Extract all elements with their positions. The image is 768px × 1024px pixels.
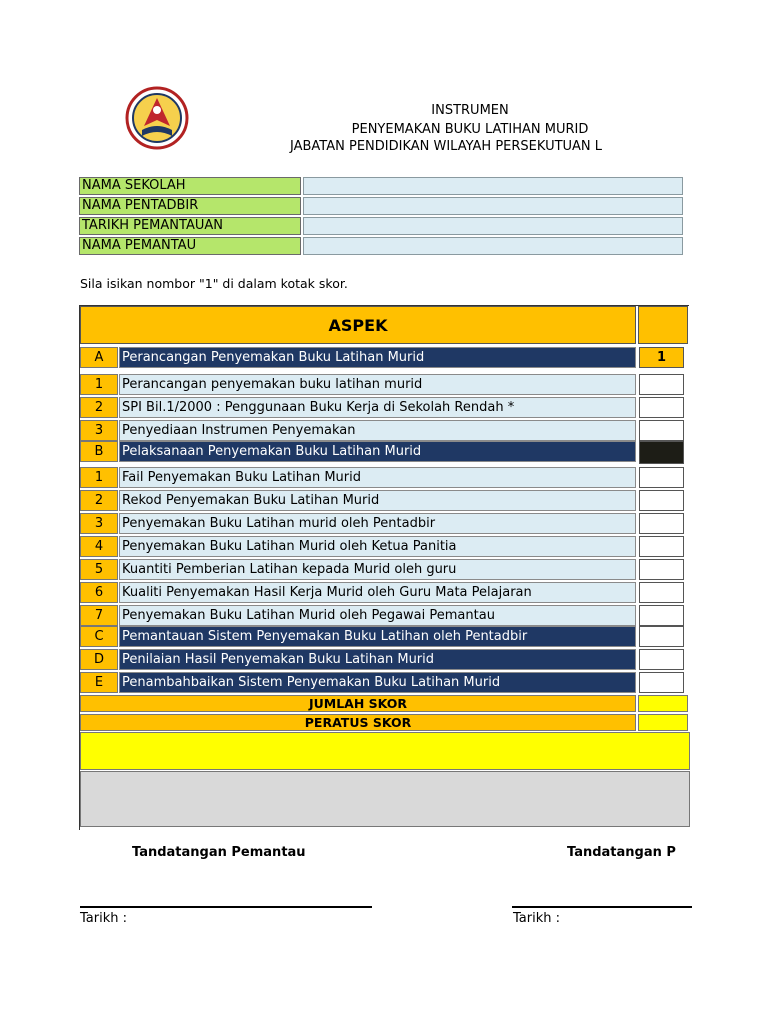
score-cell[interactable] — [639, 626, 684, 647]
nama-sekolah-field[interactable] — [303, 177, 683, 195]
nama-pentadbir-field[interactable] — [303, 197, 683, 215]
score-cell[interactable] — [639, 649, 684, 670]
date-label-right: Tarikh : — [513, 911, 560, 926]
score-cell[interactable] — [639, 536, 684, 557]
row-code: 6 — [80, 582, 118, 603]
row-code: C — [80, 626, 118, 647]
item-label: Fail Penyemakan Buku Latihan Murid — [119, 467, 636, 488]
score-cell[interactable] — [639, 490, 684, 511]
score-cell[interactable] — [639, 582, 684, 603]
info-label-nama-pentadbir: NAMA PENTADBIR — [79, 197, 301, 215]
row-code: 5 — [80, 559, 118, 580]
date-label-left: Tarikh : — [80, 911, 127, 926]
row-code: 2 — [80, 397, 118, 418]
section-label: Perancangan Penyemakan Buku Latihan Murid — [119, 347, 636, 368]
title-instrumen: INSTRUMEN — [431, 103, 509, 118]
title-department: JABATAN PENDIDIKAN WILAYAH PERSEKUTUAN L — [290, 139, 603, 154]
row-code: 3 — [80, 513, 118, 534]
score-cell[interactable] — [639, 374, 684, 395]
peratus-skor-label: PERATUS SKOR — [80, 714, 636, 731]
tarikh-pemantauan-field[interactable] — [303, 217, 683, 235]
signature-pemantau-label: Tandatangan Pemantau — [132, 845, 306, 860]
nama-pemantau-field[interactable] — [303, 237, 683, 255]
jumlah-skor-label: JUMLAH SKOR — [80, 695, 636, 712]
info-label-nama-sekolah: NAMA SEKOLAH — [79, 177, 301, 195]
section-label: Pemantauan Sistem Penyemakan Buku Latihan oleh Pentadbir — [119, 626, 636, 647]
row-code: 1 — [80, 374, 118, 395]
item-label: Penyemakan Buku Latihan Murid oleh Pegawai Pemantau — [119, 605, 636, 626]
score-column-header — [638, 306, 688, 344]
aspek-header: ASPEK — [80, 306, 636, 344]
score-cell[interactable] — [639, 605, 684, 626]
row-code: 3 — [80, 420, 118, 441]
section-label: Penambahbaikan Sistem Penyemakan Buku Latihan Murid — [119, 672, 636, 693]
info-label-tarikh-pemantauan: TARIKH PEMANTAUAN — [79, 217, 301, 235]
item-label: Rekod Penyemakan Buku Latihan Murid — [119, 490, 636, 511]
score-cell[interactable] — [639, 397, 684, 418]
item-label: Penyediaan Instrumen Penyemakan — [119, 420, 636, 441]
score-cell[interactable] — [639, 559, 684, 580]
info-label-nama-pemantau: NAMA PEMANTAU — [79, 237, 301, 255]
row-code: 1 — [80, 467, 118, 488]
jumlah-skor-value — [638, 695, 688, 712]
section-label: Penilaian Hasil Penyemakan Buku Latihan Murid — [119, 649, 636, 670]
section-label: Pelaksanaan Penyemakan Buku Latihan Murid — [119, 441, 636, 462]
score-cell[interactable] — [639, 672, 684, 693]
remarks-band — [80, 732, 690, 770]
row-code: B — [80, 441, 118, 462]
peratus-skor-value — [638, 714, 688, 731]
score-cell[interactable] — [639, 513, 684, 534]
title-form-name: PENYEMAKAN BUKU LATIHAN MURID — [351, 122, 589, 137]
signature-pentadbir-label: Tandatangan P — [567, 845, 676, 860]
row-code: E — [80, 672, 118, 693]
comments-area[interactable] — [80, 771, 690, 827]
score-cell[interactable] — [639, 420, 684, 441]
row-code: D — [80, 649, 118, 670]
item-label: Perancangan penyemakan buku latihan murid — [119, 374, 636, 395]
item-label: SPI Bil.1/2000 : Penggunaan Buku Kerja di Sekolah Rendah * — [119, 397, 636, 418]
row-code: 7 — [80, 605, 118, 626]
signature-line-right — [512, 906, 692, 908]
score-cell — [639, 441, 684, 464]
row-code: A — [80, 347, 118, 368]
row-code: 2 — [80, 490, 118, 511]
signature-line-left — [80, 906, 372, 908]
score-cell[interactable]: 1 — [639, 347, 684, 368]
instruction-text: Sila isikan nombor "1" di dalam kotak skor. — [80, 276, 348, 291]
item-label: Penyemakan Buku Latihan Murid oleh Ketua Panitia — [119, 536, 636, 557]
item-label: Kualiti Penyemakan Hasil Kerja Murid oleh Guru Mata Pelajaran — [119, 582, 636, 603]
item-label: Kuantiti Pemberian Latihan kepada Murid oleh guru — [119, 559, 636, 580]
score-cell[interactable] — [639, 467, 684, 488]
row-code: 4 — [80, 536, 118, 557]
item-label: Penyemakan Buku Latihan murid oleh Pentadbir — [119, 513, 636, 534]
ministry-logo — [118, 86, 196, 150]
